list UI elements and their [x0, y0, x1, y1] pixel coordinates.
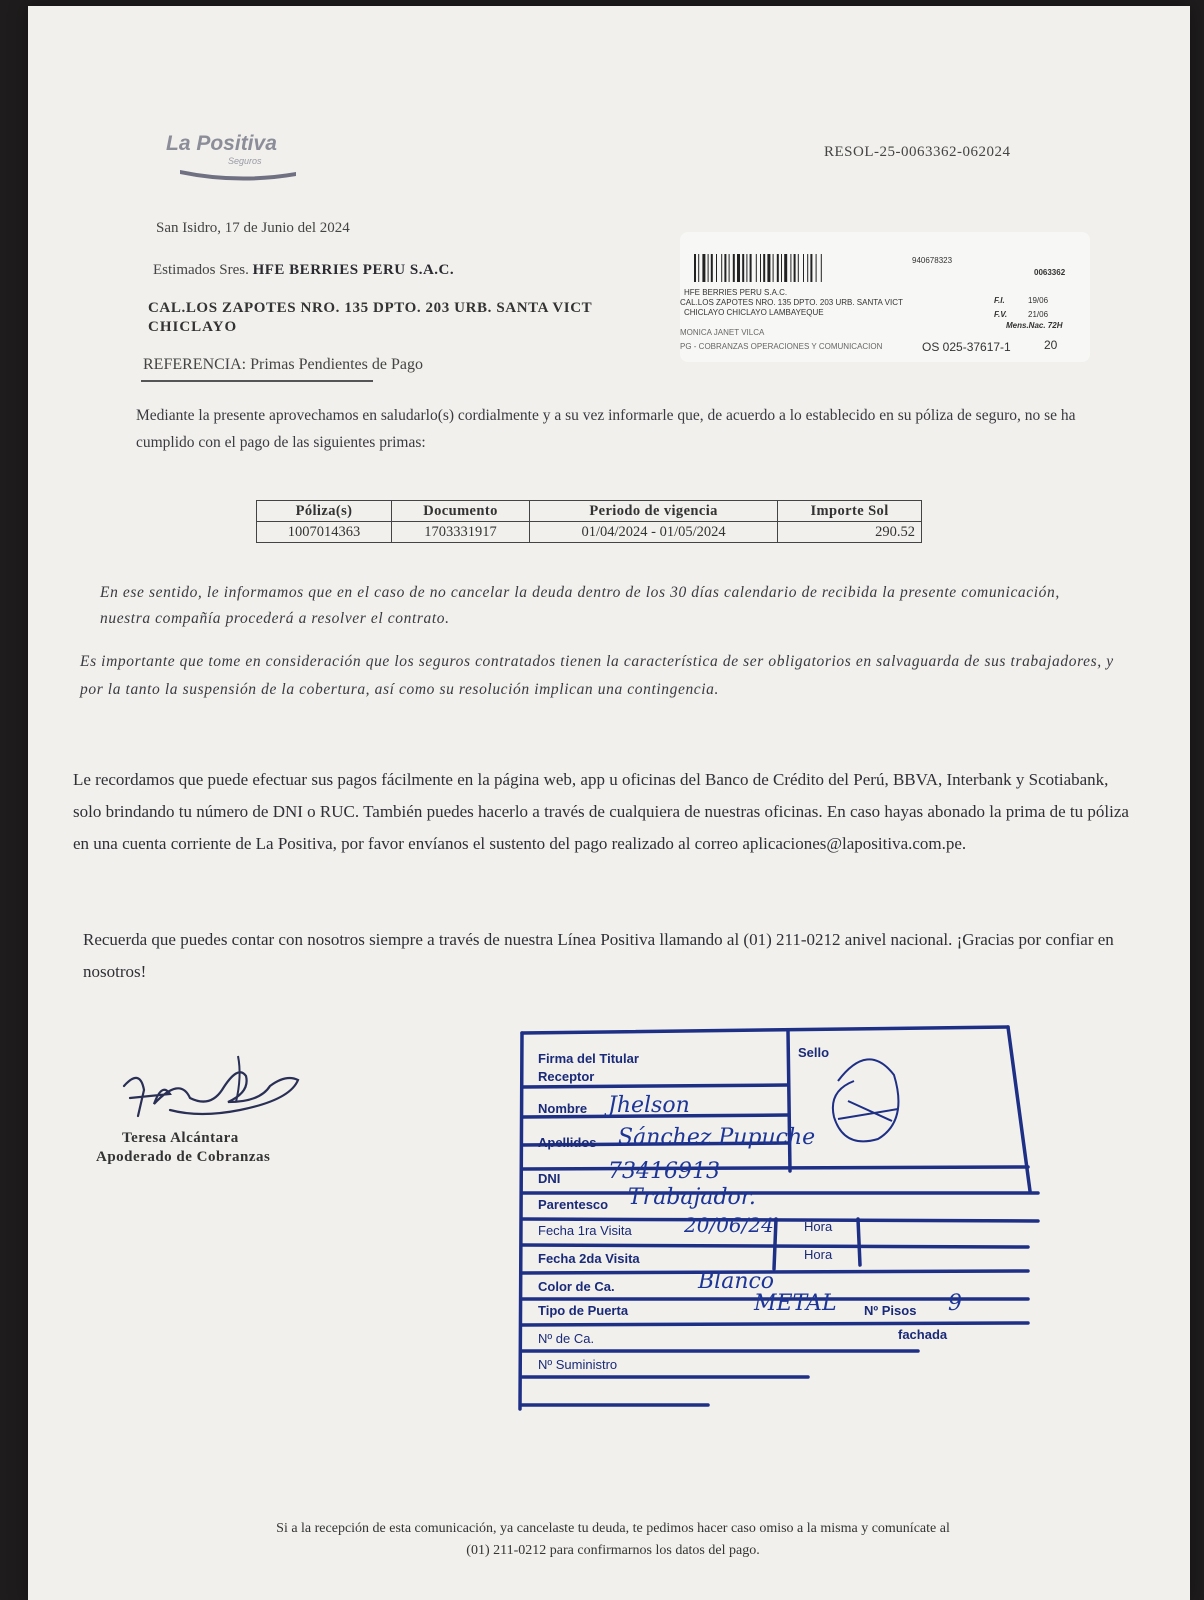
barcode-bar — [746, 254, 747, 282]
resolution-number: RESOL-25-0063362-062024 — [824, 144, 1011, 160]
stamp-label-fecha-1ra-visita: Fecha 1ra Visita — [538, 1223, 632, 1238]
table-cell: 1007014363 — [257, 522, 392, 543]
barcode-bar — [711, 254, 713, 282]
barcode-bar — [742, 254, 744, 282]
address-line-2: CHICLAYO — [148, 319, 238, 335]
stamp-label-receptor: Receptor — [538, 1069, 595, 1084]
courier-count: 20 — [1044, 338, 1058, 352]
importance-paragraph: Es importante que tome en consideración que los seguros contratados tienen la característica de ser obligatorios en salvaguarda de sus trabajadores, y por la tanto la suspensión de la cobertura, así como su resolución implican una contingencia. — [80, 653, 1114, 698]
barcode-bar — [763, 254, 765, 282]
barcode-bar — [784, 254, 787, 282]
courier-address-1: CAL.LOS ZAPOTES NRO. 135 DPTO. 203 URB. SANTA VICT — [680, 298, 903, 307]
table-cell: 1703331917 — [391, 522, 529, 543]
barcode-bar — [716, 254, 717, 282]
barcode-bar — [767, 254, 770, 282]
stamp-label-firma: Firma del Titular — [538, 1051, 639, 1066]
signer-role: Apoderado de Cobranzas — [96, 1149, 271, 1165]
barcode-number: 940678323 — [912, 256, 953, 265]
stamp-label-apellidos: Apellidos — [538, 1135, 597, 1150]
barcode-bar — [810, 254, 812, 282]
stamp-label-hora: Hora — [804, 1219, 833, 1234]
barcode-icon — [694, 254, 904, 282]
intro-paragraph: Mediante la presente aprovechamos en saludarlo(s) cordialmente y a su vez informarle que, de acuerdo a lo establecido en su póliza de seguro, no se ha cumplido con el pago de las siguientes primas: — [136, 407, 1076, 451]
barcode-bar — [816, 254, 817, 282]
barcode-bar — [773, 254, 774, 282]
addressee — [153, 262, 454, 279]
stamp-value-pisos: 9 — [948, 1291, 962, 1316]
barcode-bar — [794, 254, 796, 282]
footer-note — [178, 1518, 1048, 1562]
table-header-row — [257, 501, 922, 522]
table-cell: 01/04/2024 - 01/05/2024 — [530, 522, 778, 543]
reference: REFERENCIA: Primas Pendientes de Pago — [143, 356, 423, 373]
barcode-bar — [708, 254, 709, 282]
notice-paragraph: En ese sentido, le informamos que en el caso de no cancelar la deuda dentro de los 30 días calendario de recibida la presente comunicación, nuestra compañía procederá a resolver el contrato. — [100, 584, 1060, 627]
barcode-bar — [821, 254, 822, 282]
handwritten-signature-icon — [110, 1046, 310, 1126]
stamp-label-nombre: Nombre — [538, 1101, 588, 1116]
letter-sheet — [28, 6, 1190, 1600]
table-row — [257, 522, 922, 543]
stamp-value-parentesco: Trabajador. — [628, 1185, 756, 1210]
courier-label — [680, 232, 1090, 362]
barcode-bar — [737, 254, 740, 282]
courier-address-2: CHICLAYO CHICLAYO LAMBAYEQUE — [684, 308, 824, 317]
stamp-value-color: Blanco — [698, 1269, 775, 1294]
barcode-bar — [803, 254, 804, 282]
stamp-label-color: Color de Ca. — [538, 1279, 615, 1294]
stamp-label-fecha-2da-visita: Fecha 2da Visita — [538, 1251, 640, 1266]
barcode-bar — [756, 254, 757, 282]
barcode-bar — [790, 254, 791, 282]
company-name: HFE BERRIES PERU S.A.C. — [252, 262, 455, 278]
stamp-label-hora-2: Hora — [804, 1247, 833, 1262]
barcode-bar — [807, 254, 808, 282]
signer-name: Teresa Alcántara — [122, 1130, 239, 1146]
stamp-value-fecha-1ra-visita: 20/06/24 — [684, 1213, 774, 1237]
barcode-bar — [750, 254, 752, 282]
courier-fv-label: F.V. — [994, 310, 1008, 319]
courier-code: 0063362 — [1034, 268, 1066, 277]
stamp-value-tipo-puerta: METAL — [754, 1291, 837, 1316]
barcode-bar — [721, 254, 722, 282]
barcode-bar — [694, 254, 696, 282]
payment-reminder-paragraph: Le recordamos que puede efectuar sus pagos fácilmente en la página web, app u oficinas del Banco de Crédito del Perú, BBVA, Interbank y Scotiabank, solo brindando tu número de DNI o RUC. También puedes hacerlo a través de cualquiera de nuestras oficinas. En caso hayas abonado la prima de tu póliza en una cuenta corriente de La Positiva, por favor envíanos el sustento del pago realizado al correo aplicaciones@lapositiva.com.pe. — [73, 770, 1129, 853]
column-header: Documento — [391, 501, 529, 522]
barcode-bar — [729, 254, 730, 282]
barcode-bar — [698, 254, 699, 282]
reference-underline — [141, 380, 373, 382]
courier-recipient: HFE BERRIES PERU S.A.C. — [684, 288, 788, 297]
stamp-value-nombre: Jhelson — [608, 1093, 690, 1118]
courier-fi-label: F.I. — [994, 296, 1005, 305]
stamp-label-parentesco: Parentesco — [538, 1197, 609, 1212]
salutation: Estimados Sres. — [153, 262, 249, 278]
logo-swoosh-icon — [178, 166, 298, 182]
stamp-label-pisos: Nº Pisos — [864, 1303, 917, 1318]
barcode-bar — [733, 254, 735, 282]
courier-department: PG - COBRANZAS OPERACIONES Y COMUNICACION — [680, 342, 883, 351]
stamp-label-dni: DNI — [538, 1171, 561, 1186]
column-header: Importe Sol — [778, 501, 922, 522]
column-header: Periodo de vigencia — [530, 501, 778, 522]
barcode-bar — [760, 254, 761, 282]
stamp-label-sello: Sello — [798, 1045, 830, 1060]
stamp-label-fachada: fachada — [898, 1327, 948, 1342]
stamp-label-n-casa: Nº de Ca. — [538, 1331, 595, 1346]
stamp-value-apellidos: Sánchez Pupuche — [618, 1125, 816, 1150]
company-logo-text: La Positiva — [166, 132, 277, 155]
courier-fi-value: 19/06 — [1028, 296, 1049, 305]
stamp-label-tipo-puerta: Tipo de Puerta — [538, 1303, 629, 1318]
courier-fv-value: 21/06 — [1028, 310, 1049, 319]
footer-line-1: Si a la recepción de esta comunicación, ya cancelaste tu deuda, te pedimos hacer caso omiso a la misma y comunícate al — [276, 1521, 950, 1536]
barcode-bar — [798, 254, 799, 282]
courier-os-number: OS 025-37617-1 — [922, 340, 1011, 354]
pending-premiums-table — [256, 500, 922, 543]
letter-date: San Isidro, 17 de Junio del 2024 — [156, 220, 350, 236]
barcode-bar — [702, 254, 705, 282]
courier-service: Mens.Nac. 72H — [1006, 321, 1063, 330]
footer-line-2: (01) 211-0212 para confirmarnos los datos del pago. — [466, 1543, 760, 1558]
barcode-bar — [724, 254, 726, 282]
address-line-1: CAL.LOS ZAPOTES NRO. 135 DPTO. 203 URB. SANTA VICT — [148, 300, 593, 316]
barcode-bar — [781, 254, 782, 282]
barcode-bar — [777, 254, 779, 282]
stamp-value-dni: 73416913 — [608, 1159, 720, 1184]
courier-contact: MONICA JANET VILCA — [680, 328, 765, 337]
stamp-label-n-suministro: Nº Suministro — [538, 1357, 618, 1372]
contact-paragraph: Recuerda que puedes contar con nosotros siempre a través de nuestra Línea Positiva llamando al (01) 211-0212 anivel nacional. ¡Gracias por confiar en nosotros! — [83, 930, 1114, 981]
table-cell: 290.52 — [778, 522, 922, 543]
delivery-stamp — [508, 1021, 1068, 1421]
column-header: Póliza(s) — [257, 501, 392, 522]
company-logo-subtext: Seguros — [228, 156, 262, 166]
